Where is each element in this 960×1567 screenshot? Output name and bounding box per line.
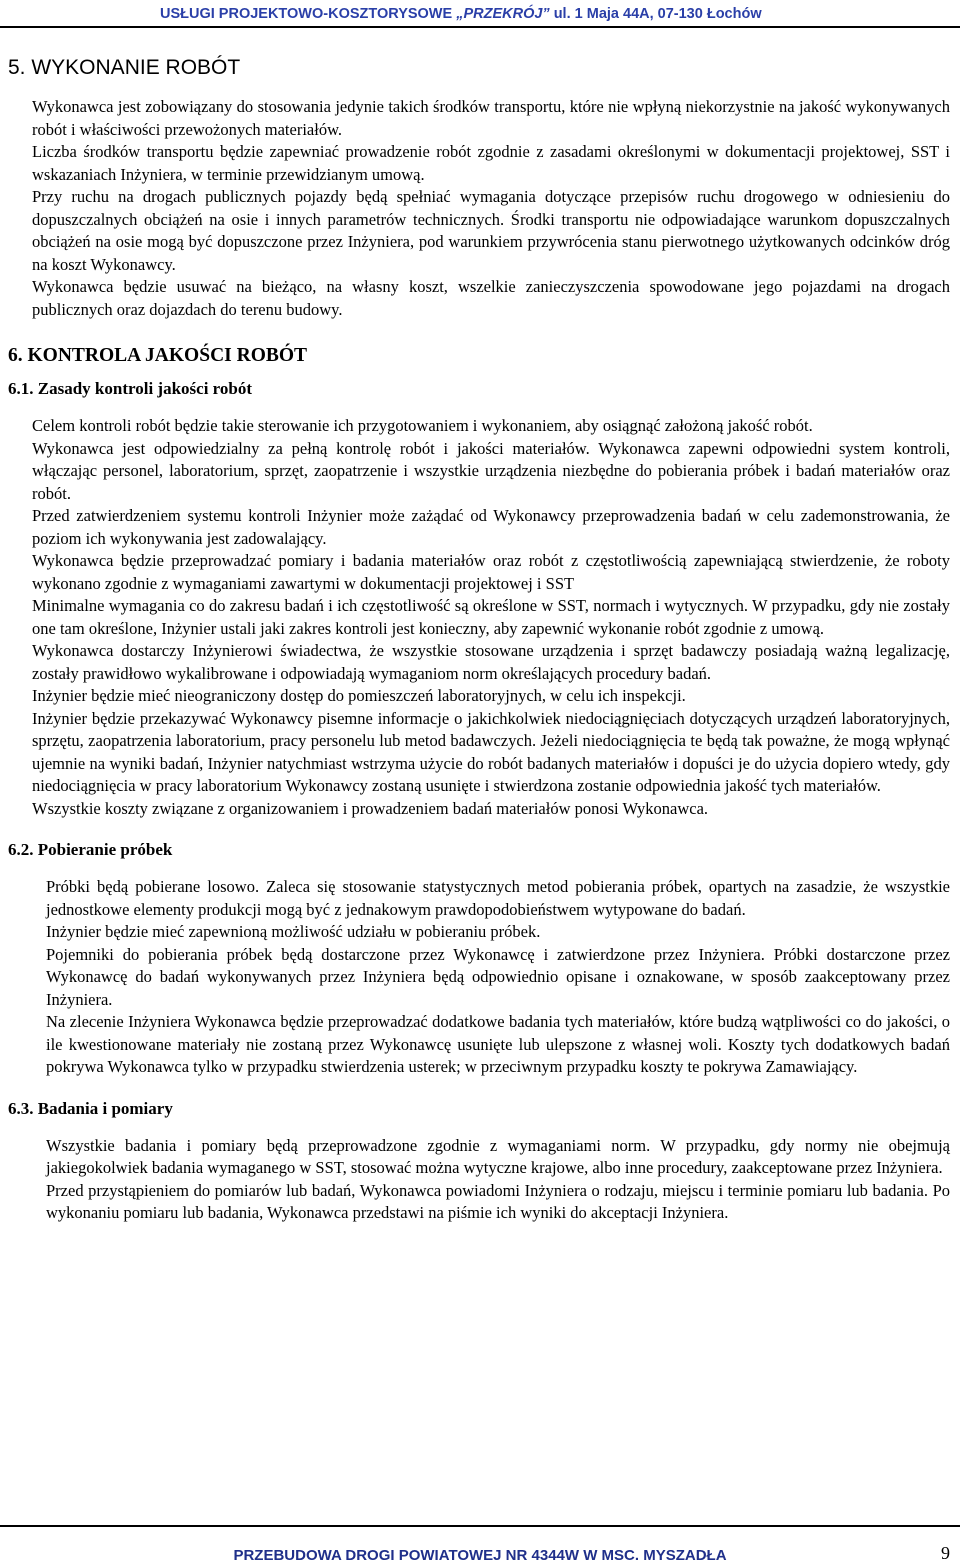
paragraph: Przed przystąpieniem do pomiarów lub badań, Wykonawca powiadomi Inżyniera o rodzaju, miejscu i terminie pomiaru lub badania. Po wykonaniu pomiaru lub badania, Wykonawca przedstawi na piśmie ich wyniki do akceptacji Inżyniera. bbox=[46, 1180, 950, 1222]
footer-title: PRZEBUDOWA DROGI POWIATOWEJ NR 4344W W MSC. MYSZADŁA bbox=[233, 1547, 727, 1564]
paragraph: Liczba środków transportu będzie zapewniać prowadzenie robót zgodnie z zasadami określonymi w dokumentacji projektowej, SST i wskazaniach Inżyniera, w terminie przewidzianym umową. bbox=[32, 142, 950, 184]
header-address: ul. 1 Maja 44A, 07-130 Łochów bbox=[553, 6, 762, 22]
paragraph: Inżynier będzie przekazywać Wykonawcy pisemne informacje o jakichkolwiek niedociągnięciach dotyczących urządzeń laboratoryjnych, sprzętu, zaopatrzenia laboratorium, pracy personelu lub metod badawczych. Jeżeli niedociągnięcia te będą tak poważne, że mogą wpłynąć ujemnie na wyniki badań, Inżynier natychmiast wstrzyma użycie do robót badanych materiałów i dopuści je do użycia dopiero wtedy, gdy niedociągnięcia w pracy laboratorium Wykonawcy zostaną usunięte i stwierdzona zostanie odpowiednia jakość tych materiałów. bbox=[32, 708, 950, 795]
paragraph: Pojemniki do pobierania próbek będą dostarczone przez Wykonawcę i zatwierdzone przez Inżyniera. Próbki dostarczone przez Wykonawcę do badań wykonywanych przez Inżyniera będą odpowiednio opisane i oznakowane, w sposób zaakceptowany przez Inżyniera. bbox=[46, 944, 950, 1009]
paragraph: Wykonawca będzie przeprowadzać pomiary i badania materiałów oraz robót z częstotliwością zapewniającą stwierdzenie, że roboty wykonano zgodnie z wymaganiami zawartymi w dokumentacji projektowej i SST bbox=[32, 551, 950, 593]
paragraph: Wykonawca jest odpowiedzialny za pełną kontrolę robót i jakości materiałów. Wykonawca zapewni odpowiedni system kontroli, włączając personel, laboratorium, sprzęt, zaopatrzenie i wszystkie urządzenia niezbędne do pobierania próbek i badań materiałów oraz robót. bbox=[32, 438, 950, 503]
paragraph: Na zlecenie Inżyniera Wykonawca będzie przeprowadzać dodatkowe badania tych materiałów, które budzą wątpliwości co do jakości, o ile kwestionowane materiały nie zostaną przez Wykonawcę usunięte lub ulepszone z własnej woli. Koszty tych dodatkowych badań pokrywa Wykonawca tylko w przypadku stwierdzenia usterek; w przeciwnym przypadku koszty te pokrywa Zamawiający. bbox=[46, 1012, 950, 1076]
page-number: 9 bbox=[941, 1543, 950, 1563]
page-header bbox=[160, 5, 760, 23]
section-6-2-title: 6.2. Pobieranie próbek bbox=[8, 840, 173, 859]
document-body bbox=[8, 48, 950, 1225]
header-firm: „PRZEKRÓJ” bbox=[456, 6, 550, 22]
section-6-2-body bbox=[8, 876, 950, 1079]
paragraph: Wykonawca jest zobowiązany do stosowania jedynie takich środków transportu, które nie wpłyną niekorzystnie na jakość wykonywanych robót i właściwości przewożonych materiałów. bbox=[32, 97, 950, 139]
paragraph: Wszystkie koszty związane z organizowaniem i prowadzeniem badań materiałów ponosi Wykonawca. bbox=[32, 798, 709, 818]
section-5-title: 5. WYKONANIE ROBÓT bbox=[8, 56, 241, 79]
footer-divider bbox=[0, 1525, 960, 1527]
paragraph: Wykonawca dostarczy Inżynierowi świadectwa, że wszystkie stosowane urządzenia i sprzęt badawczy posiadają ważną legalizację, zostały prawidłowo wykalibrowane i odpowiadają wymaganiom norm określających procedury badań. bbox=[32, 641, 950, 683]
header-company: USŁUGI PROJEKTOWO-KOSZTORYSOWE bbox=[160, 6, 453, 22]
paragraph: Wykonawca będzie usuwać na bieżąco, na własny koszt, wszelkie zanieczyszczenia spowodowane jego pojazdami na drogach publicznych oraz dojazdach do terenu budowy. bbox=[32, 277, 950, 319]
paragraph: Próbki będą pobierane losowo. Zaleca się stosowanie statystycznych metod pobierania próbek, opartych na zasadzie, że wszystkie jednostkowe elementy produkcji mogą być z jednakowym prawdopodobieństwem wytypowane do badań. bbox=[46, 877, 950, 919]
paragraph: Przed zatwierdzeniem systemu kontroli Inżynier może zażądać od Wykonawcy przeprowadzenia badań w celu zademonstrowania, że poziom ich wykonywania jest zadowalający. bbox=[32, 506, 950, 548]
paragraph: Inżynier będzie mieć zapewnioną możliwość udziału w pobieraniu próbek. bbox=[46, 922, 541, 941]
paragraph: Wszystkie badania i pomiary będą przeprowadzone zgodnie z wymaganiami norm. W przypadku, gdy normy nie obejmują jakiegokolwiek badania wymaganego w SST, stosować można wytyczne krajowe, albo inne procedury, zaakceptowane przez Inżyniera. bbox=[46, 1135, 950, 1177]
section-6-1-title: 6.1. Zasady kontroli jakości robót bbox=[8, 379, 253, 398]
paragraph: Przy ruchu na drogach publicznych pojazdy będą spełniać wymagania dotyczące przepisów ruchu drogowego w odniesieniu do dopuszczalnych obciążeń na osie i innych parametrów technicznych. Środki transportu nie odpowiadające warunkom dopuszczalnych obciążeń na osie mogą być dopuszczone przez Inżyniera, pod warunkiem przywrócenia stanu pierwotnego użytkowanych odcinków dróg na koszt Wykonawcy. bbox=[32, 187, 950, 274]
header-divider bbox=[0, 26, 960, 28]
section-6-1-body bbox=[8, 415, 950, 820]
section-6-3-title: 6.3. Badania i pomiary bbox=[8, 1098, 173, 1118]
section-6-3-body bbox=[8, 1135, 950, 1225]
paragraph: Minimalne wymagania co do zakresu badań i ich częstotliwość są określone w SST, normach i wytycznych. W przypadku, gdy nie zostały one tam określone, Inżynier ustali jaki zakres kontroli jest konieczny, aby zapewnić wykonanie robót zgodnie z umową. bbox=[32, 596, 950, 638]
paragraph: Inżynier będzie mieć nieograniczony dostęp do pomieszczeń laboratoryjnych, w celu ich inspekcji. bbox=[32, 686, 686, 705]
section-6-title: 6. KONTROLA JAKOŚCI ROBÓT bbox=[8, 345, 308, 366]
paragraph: Celem kontroli robót będzie takie sterowanie ich przygotowaniem i wykonaniem, aby osiągnąć założoną jakość robót. bbox=[32, 416, 813, 435]
section-5-body bbox=[8, 96, 950, 321]
